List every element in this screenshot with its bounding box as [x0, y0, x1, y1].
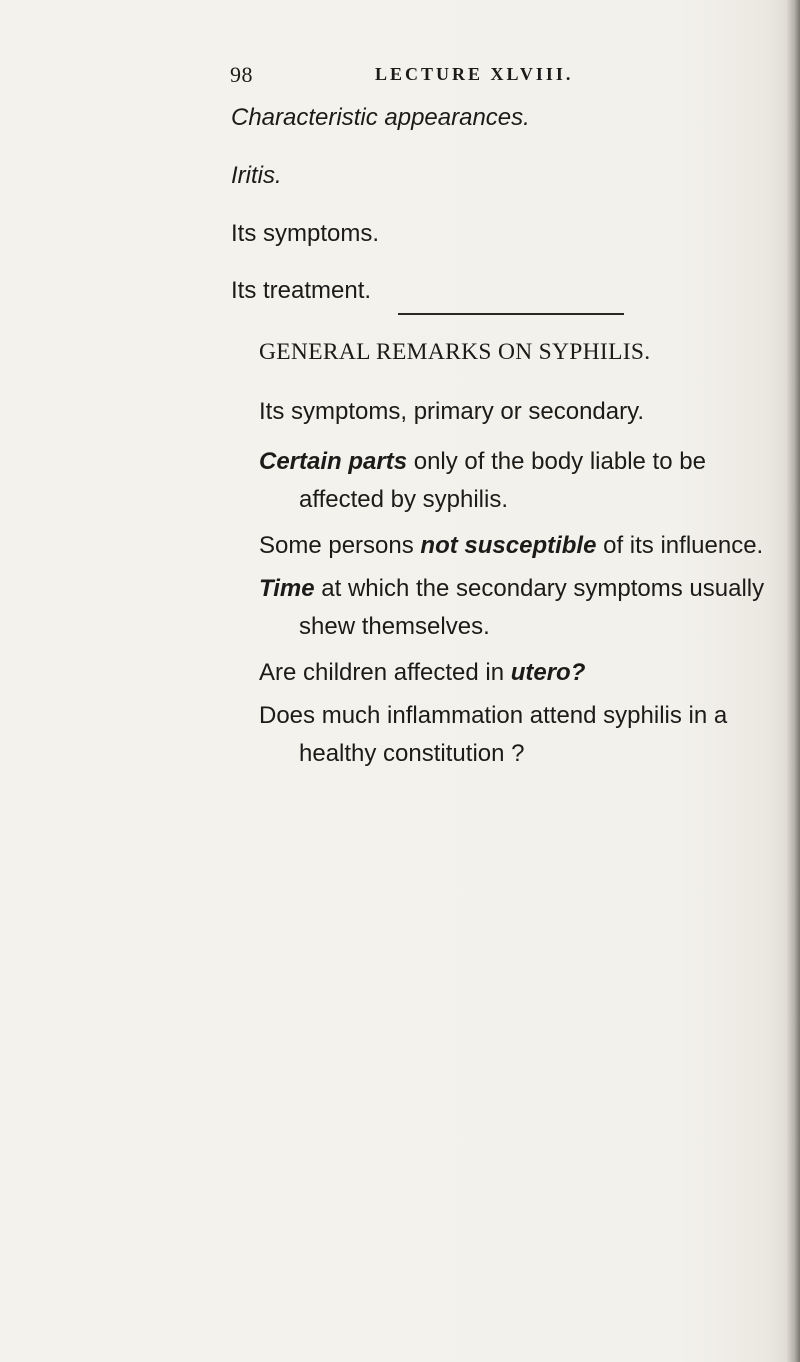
item-text: Are children affected in: [259, 659, 511, 686]
section-heading: GENERAL REMARKS ON SYPHILIS.: [259, 339, 651, 365]
topic-iritis: Iritis.: [231, 162, 282, 189]
list-item: [259, 393, 644, 431]
item-emphasis: Certain parts: [259, 448, 408, 475]
item-text: of its influence.: [596, 532, 764, 559]
list-item: [259, 654, 585, 692]
topic-characteristic-appearances: Characteristic appearances.: [231, 104, 530, 131]
item-emphasis: utero?: [510, 659, 586, 686]
item-text: Does much inflammation attend syphilis in a: [259, 702, 728, 729]
page-number: 98: [230, 62, 253, 87]
item-emphasis: Time: [259, 575, 315, 602]
list-item: [259, 443, 706, 519]
item-emphasis: not susceptible: [420, 532, 597, 559]
list-item: [259, 697, 727, 773]
list-item: [259, 570, 764, 646]
section-divider: [398, 313, 624, 315]
list-item: [259, 527, 763, 565]
item-text: Some persons: [259, 532, 421, 559]
topic-its-symptoms: Its symptoms.: [231, 220, 380, 247]
item-text: at which the secondary symptoms usually: [314, 575, 765, 602]
page-header: [230, 62, 610, 92]
page-edge-shadow: [786, 0, 800, 1362]
running-head: LECTURE XLVIII.: [375, 64, 574, 84]
item-continuation: shew themselves.: [299, 613, 490, 640]
item-text: Its symptoms, primary or secondary.: [259, 398, 644, 425]
topic-its-treatment: Its treatment.: [231, 277, 372, 304]
item-text: only of the body liable to be: [407, 448, 706, 475]
item-continuation: affected by syphilis.: [299, 486, 509, 513]
item-continuation: healthy constitution ?: [299, 740, 525, 767]
